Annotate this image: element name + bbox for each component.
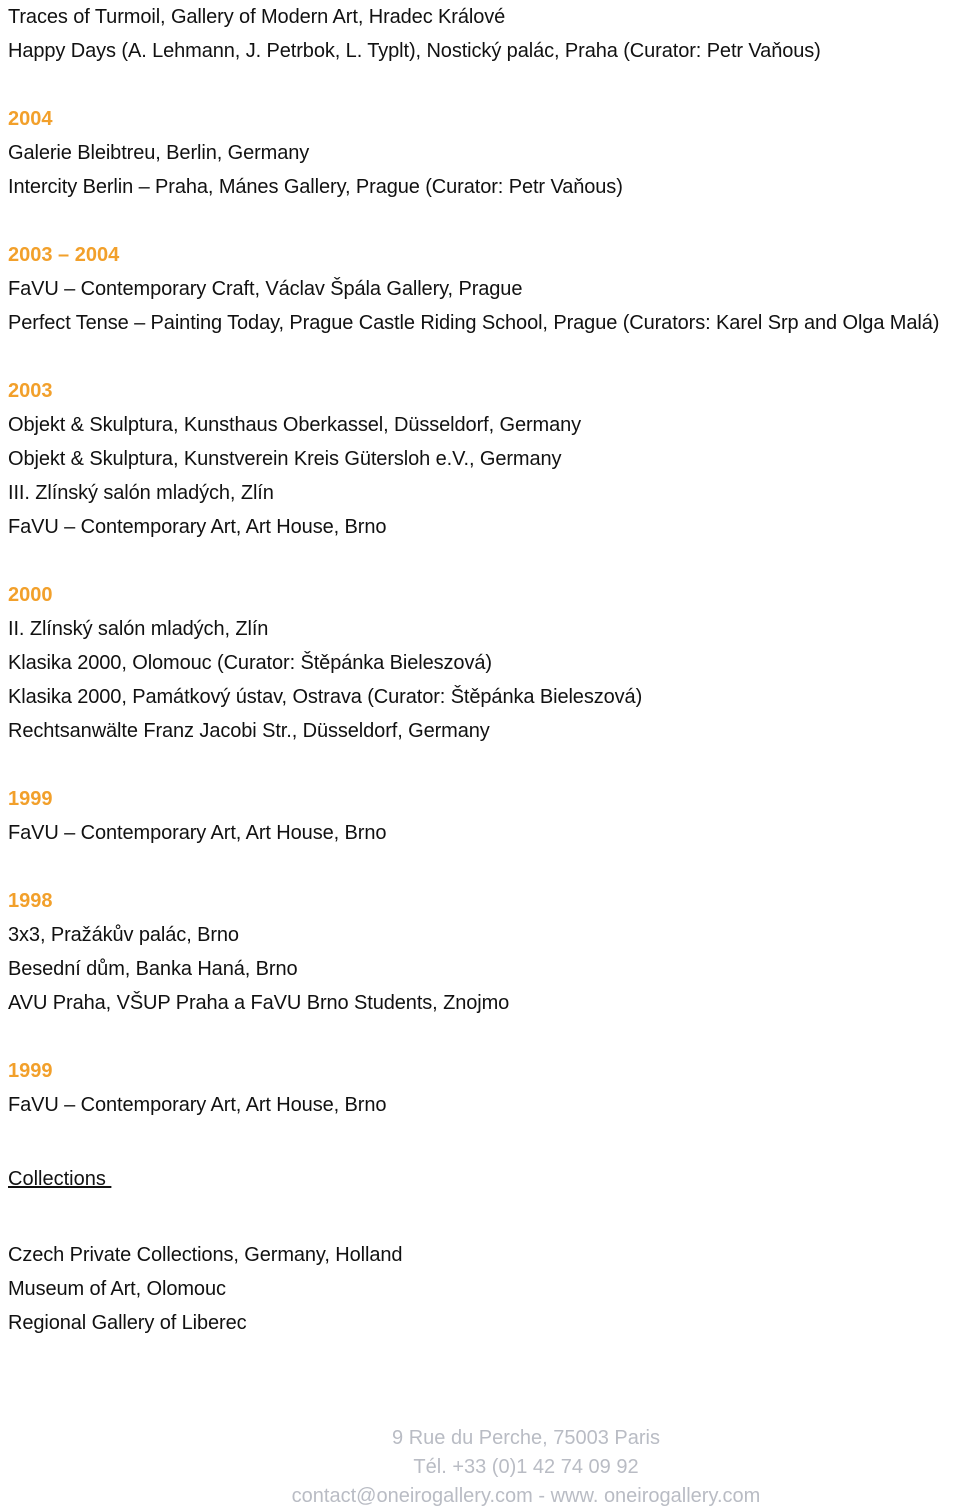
section-2003 — [8, 374, 960, 544]
exhibition-entry: Objekt & Skulptura, Kunstverein Kreis Gütersloh e.V., Germany — [8, 448, 562, 470]
footer-phone: Tél. +33 (0)1 42 74 09 92 — [413, 1456, 639, 1478]
exhibition-entry: FaVU – Contemporary Craft, Václav Špála Gallery, Prague — [8, 278, 523, 300]
year-heading: 2000 — [8, 584, 53, 606]
year-heading: 2003 — [8, 380, 53, 402]
section-1998 — [8, 884, 960, 1020]
section-2004 — [8, 102, 960, 204]
collections-heading: Collections — [8, 1168, 112, 1190]
exhibition-entry: III. Zlínský salón mladých, Zlín — [8, 482, 274, 504]
collection-item: Museum of Art, Olomouc — [8, 1278, 226, 1300]
document-page — [8, 0, 960, 1340]
exhibition-entry: Perfect Tense – Painting Today, Prague Castle Riding School, Prague (Curators: Karel Srp and Olga Malá) — [8, 312, 940, 334]
exhibition-entry: II. Zlínský salón mladých, Zlín — [8, 618, 269, 640]
intro-block — [8, 0, 960, 68]
exhibition-entry: Klasika 2000, Olomouc (Curator: Štěpánka Bieleszová) — [8, 652, 492, 674]
exhibition-entry: 3x3, Pražákův palác, Brno — [8, 924, 239, 946]
section-2003-2004 — [8, 238, 960, 340]
year-heading: 2003 – 2004 — [8, 244, 120, 266]
exhibition-entry: AVU Praha, VŠUP Praha a FaVU Brno Students, Znojmo — [8, 992, 510, 1014]
gallery-footer — [0, 1424, 960, 1511]
collection-item: Czech Private Collections, Germany, Holland — [8, 1244, 403, 1266]
collection-item: Regional Gallery of Liberec — [8, 1312, 247, 1334]
section-2000 — [8, 578, 960, 748]
collections-section — [8, 1122, 960, 1340]
exhibition-entry: Happy Days (A. Lehmann, J. Petrbok, L. Typlt), Nostický palác, Praha (Curator: Petr Vaňous) — [8, 40, 821, 62]
year-heading: 1999 — [8, 1060, 53, 1082]
collections-list — [8, 1238, 960, 1340]
exhibition-entry: Traces of Turmoil, Gallery of Modern Art, Hradec Králové — [8, 6, 506, 28]
section-1999-a — [8, 782, 960, 850]
exhibition-entry: FaVU – Contemporary Art, Art House, Brno — [8, 1094, 387, 1116]
exhibition-entry: FaVU – Contemporary Art, Art House, Brno — [8, 822, 387, 844]
section-1999-b — [8, 1054, 960, 1122]
exhibition-entry: FaVU – Contemporary Art, Art House, Brno — [8, 516, 387, 538]
exhibition-entry: Galerie Bleibtreu, Berlin, Germany — [8, 142, 310, 164]
year-heading: 2004 — [8, 108, 53, 130]
exhibition-entry: Intercity Berlin – Praha, Mánes Gallery, Prague (Curator: Petr Vaňous) — [8, 176, 623, 198]
exhibition-entry: Rechtsanwälte Franz Jacobi Str., Düsseldorf, Germany — [8, 720, 490, 742]
footer-contact-link[interactable]: contact@oneirogallery.com - www. oneirogallery.com — [291, 1485, 761, 1507]
year-heading: 1999 — [8, 788, 53, 810]
exhibition-entry: Objekt & Skulptura, Kunsthaus Oberkassel, Düsseldorf, Germany — [8, 414, 582, 436]
footer-address: 9 Rue du Perche, 75003 Paris — [392, 1427, 660, 1449]
exhibition-entry: Besední dům, Banka Haná, Brno — [8, 958, 298, 980]
exhibition-entry: Klasika 2000, Památkový ústav, Ostrava (Curator: Štěpánka Bieleszová) — [8, 686, 643, 708]
year-heading: 1998 — [8, 890, 53, 912]
